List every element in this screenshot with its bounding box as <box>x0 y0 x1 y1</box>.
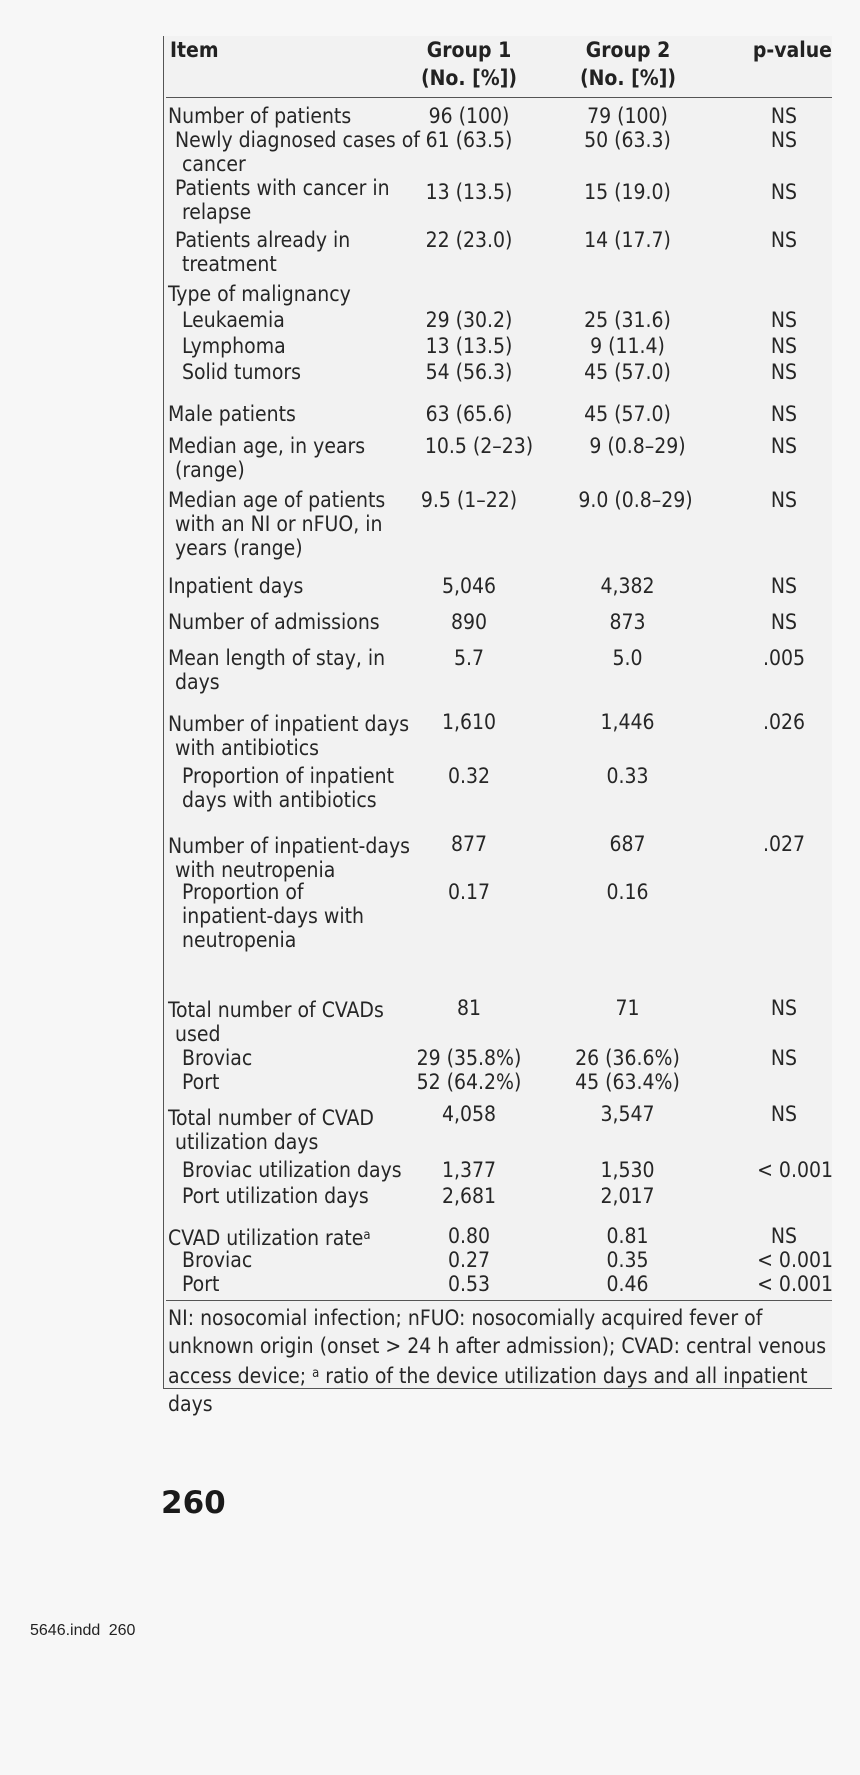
row-group1: 52 (64.2%) <box>416 1070 522 1094</box>
row-pvalue: NS <box>770 128 798 152</box>
row-label: Port utilization days <box>182 1184 369 1208</box>
row-group2: 5.0 <box>612 646 643 670</box>
row-label-text: CVAD utilization rate <box>168 1226 364 1250</box>
row-label: Mean length of stay, in days <box>168 646 386 694</box>
row-label: Total number of CVADs used <box>168 998 384 1046</box>
row-pvalue: NS <box>770 434 798 458</box>
row-group2: 14 (17.7) <box>584 228 671 252</box>
row-label: Number of patients <box>168 104 352 128</box>
row-group1: 9.5 (1–22) <box>420 488 518 512</box>
row-pvalue: NS <box>770 1102 798 1126</box>
row-pvalue: < 0.001 <box>757 1158 833 1182</box>
row-group2: 9 (0.8–29) <box>589 434 686 458</box>
row-pvalue: NS <box>770 610 798 634</box>
row-label: Male patients <box>168 402 296 426</box>
row-pvalue: NS <box>770 228 798 252</box>
row-pvalue: NS <box>770 1046 798 1070</box>
row-label: Patients with cancer in relapse <box>175 176 390 224</box>
row-group1: 0.17 <box>447 880 491 904</box>
row-pvalue: NS <box>770 308 798 332</box>
row-group2: 71 <box>615 996 640 1020</box>
row-group1: 2,681 <box>441 1184 497 1208</box>
row-label: Proportion of inpatient days with antibiotics <box>182 764 395 812</box>
row-label: Broviac <box>182 1248 253 1272</box>
row-label: Median age, in years (range) <box>168 434 366 482</box>
data-table <box>163 36 833 1416</box>
row-label: Broviac <box>182 1046 253 1070</box>
row-label: Broviac utilization days <box>182 1158 402 1182</box>
header-rule <box>166 97 832 98</box>
footnote-marker: a <box>312 1366 320 1381</box>
row-label: Inpatient days <box>168 574 304 598</box>
row-group2: 15 (19.0) <box>584 180 671 204</box>
row-group2: 26 (36.6%) <box>575 1046 680 1070</box>
row-label: Total number of CVAD utilization days <box>168 1106 374 1154</box>
row-group2: 873 <box>609 610 646 634</box>
row-group2: 45 (57.0) <box>584 402 671 426</box>
row-label: Number of inpatient days with antibiotics <box>168 712 410 760</box>
row-group1: 13 (13.5) <box>425 334 513 358</box>
row-group1: 0.80 <box>447 1224 491 1248</box>
row-label: Number of inpatient-days with neutropenia <box>168 834 410 882</box>
row-pvalue: NS <box>770 574 798 598</box>
row-group1: 63 (65.6) <box>425 402 513 426</box>
footnote-marker: a <box>363 1228 371 1243</box>
row-group1: 890 <box>450 610 488 634</box>
row-label: Leukaemia <box>182 308 285 332</box>
row-pvalue: NS <box>770 180 798 204</box>
row-group1: 0.27 <box>447 1248 491 1272</box>
row-group1: 0.53 <box>447 1272 491 1296</box>
row-group2: 0.33 <box>606 764 649 788</box>
row-label: Number of admissions <box>168 610 380 634</box>
row-pvalue: NS <box>770 104 798 128</box>
indd-slug: 5646.indd 260 <box>30 1622 136 1639</box>
row-group1: 5,046 <box>441 574 497 598</box>
row-group1: 29 (35.8%) <box>416 1046 522 1070</box>
row-pvalue: NS <box>770 1224 798 1248</box>
row-group2: 79 (100) <box>587 104 668 128</box>
header-group-1 <box>414 36 524 92</box>
row-group2: 50 (63.3) <box>584 128 671 152</box>
row-pvalue: < 0.001 <box>757 1272 833 1296</box>
row-group2: 1,446 <box>600 710 655 734</box>
row-label: Port <box>182 1272 220 1296</box>
header-group-2-title: Group 2 <box>585 38 671 62</box>
row-group2: 45 (57.0) <box>584 360 671 384</box>
row-pvalue: .027 <box>762 832 806 856</box>
row-pvalue: .005 <box>762 646 806 670</box>
row-label: Solid tumors <box>182 360 301 384</box>
row-group1: 5.7 <box>453 646 485 670</box>
page-number: 260 <box>161 1485 226 1521</box>
row-group1: 96 (100) <box>428 104 510 128</box>
row-group1: 877 <box>450 832 488 856</box>
table-footnote <box>168 1304 828 1418</box>
row-group1: 81 <box>456 996 482 1020</box>
row-group1: 54 (56.3) <box>425 360 513 384</box>
row-group2: 0.35 <box>606 1248 649 1272</box>
header-group-2-unit: (No. [%]) <box>579 66 676 90</box>
row-group2: 0.46 <box>606 1272 649 1296</box>
header-group-1-unit: (No. [%]) <box>420 66 517 90</box>
row-group2: 45 (63.4%) <box>575 1070 680 1094</box>
row-group1: 22 (23.0) <box>425 228 513 252</box>
row-group2: 4,382 <box>600 574 655 598</box>
row-group2: 0.16 <box>606 880 649 904</box>
row-group2: 2,017 <box>600 1184 655 1208</box>
row-group2: 25 (31.6) <box>584 308 671 332</box>
row-group1: 10.5 (2–23) <box>424 434 534 458</box>
row-group2: 1,530 <box>600 1158 655 1182</box>
row-pvalue: NS <box>770 402 798 426</box>
row-label: Port <box>182 1070 220 1094</box>
row-label: Lymphoma <box>182 334 286 358</box>
row-pvalue: .026 <box>762 710 806 734</box>
row-label: Newly diagnosed cases of cancer <box>175 128 420 176</box>
row-pvalue: NS <box>770 996 798 1020</box>
row-label: Median age of patients with an NI or nFUO, in years (range) <box>168 488 386 560</box>
row-label: Type of malignancy <box>168 282 351 306</box>
row-pvalue: NS <box>770 360 798 384</box>
row-label: Proportion of inpatient-days with neutropenia <box>182 880 364 952</box>
row-label: Patients already in treatment <box>175 228 351 276</box>
header-pvalue: p-value <box>752 38 832 62</box>
header-group-2 <box>570 36 686 92</box>
footnote-rule <box>166 1300 832 1301</box>
row-group2: 687 <box>609 832 646 856</box>
row-group2: 9.0 (0.8–29) <box>578 488 693 512</box>
row-group1: 61 (63.5) <box>425 128 513 152</box>
row-group2: 0.81 <box>606 1224 649 1248</box>
row-group1: 1,610 <box>441 710 497 734</box>
row-pvalue: NS <box>770 488 798 512</box>
row-group1: 29 (30.2) <box>425 308 513 332</box>
row-group2: 3,547 <box>600 1102 655 1126</box>
header-group-1-title: Group 1 <box>426 38 512 62</box>
row-group1: 13 (13.5) <box>425 180 513 204</box>
row-group1: 4,058 <box>441 1102 497 1126</box>
header-item: Item <box>170 38 219 62</box>
footnote-text-part2: ratio of the device utilization days and all inpatient days <box>168 1364 808 1416</box>
row-pvalue: < 0.001 <box>757 1248 833 1272</box>
row-group1: 1,377 <box>441 1158 497 1182</box>
footnote-text-part1: NI: nosocomial infection; nFUO: nosocomially acquired fever of unknown origin (onset > 24 h after admission); CVAD: central venous access device; <box>168 1306 827 1388</box>
row-group1: 0.32 <box>447 764 491 788</box>
row-group2: 9 (11.4) <box>590 334 665 358</box>
row-pvalue: NS <box>770 334 798 358</box>
